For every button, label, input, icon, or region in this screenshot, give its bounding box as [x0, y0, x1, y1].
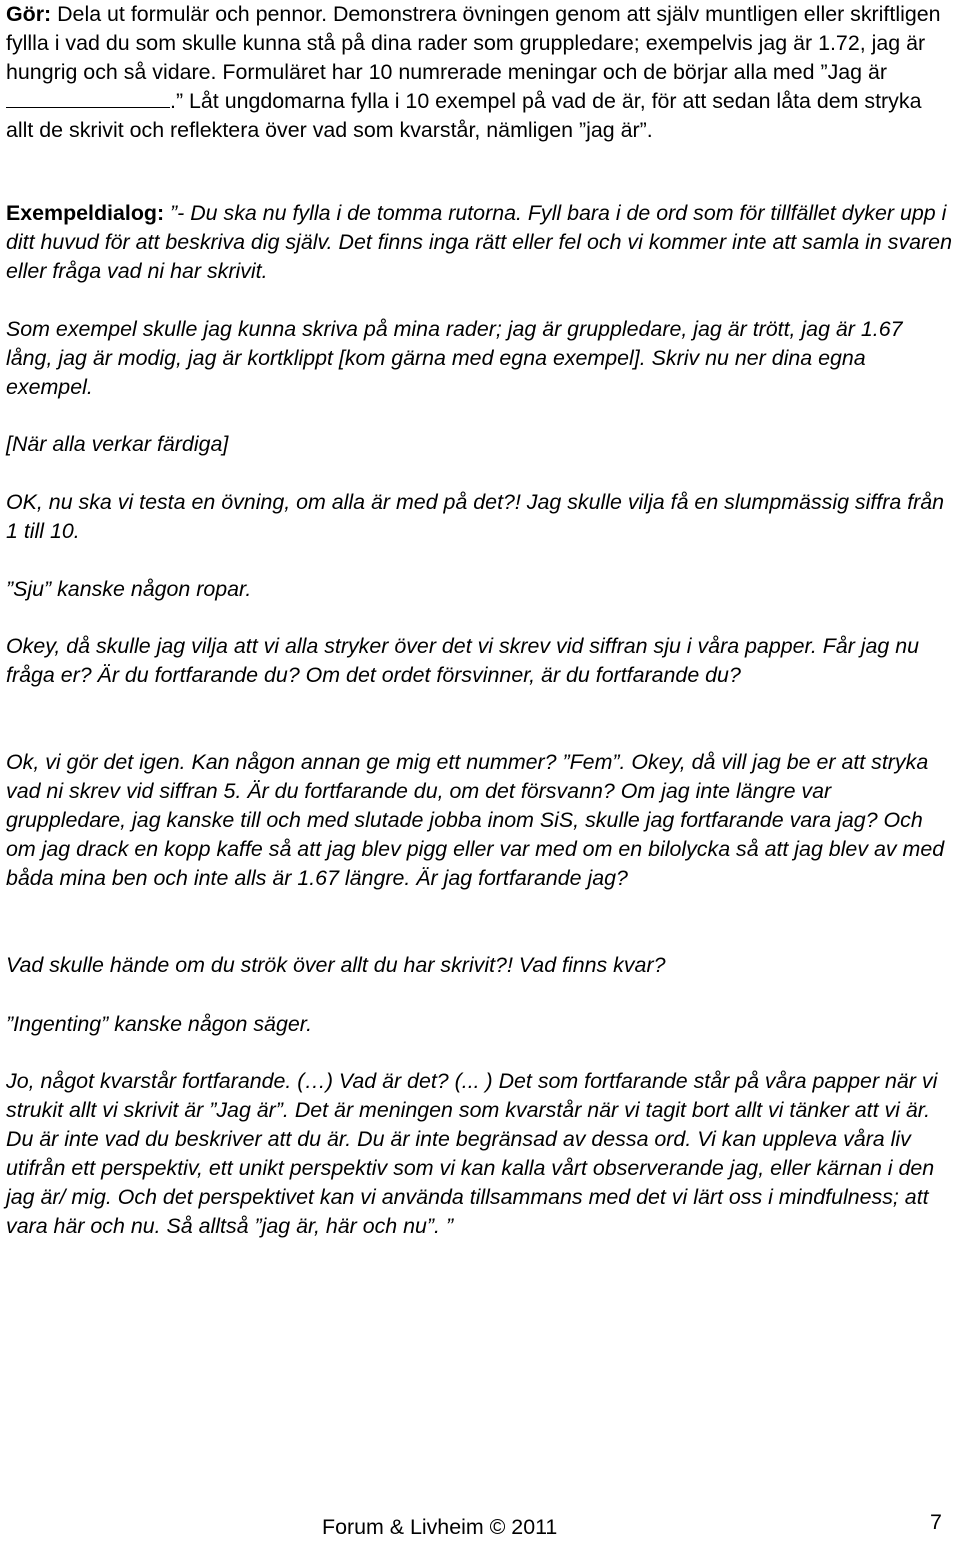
dialog-paragraph-5: OK, nu ska vi testa en övning, om alla är med på det?! Jag skulle vilja få en slumpmässig siffra från 1 till 10. — [6, 490, 945, 543]
example-dialog-label: Exempeldialog: — [6, 201, 165, 225]
dialog-paragraph-10: ”Ingenting” kanske någon säger. — [6, 1012, 313, 1036]
dialog-paragraph-9: Vad skulle hände om du strök över allt du har skrivit?! Vad finns kvar? — [6, 953, 666, 977]
dialog-paragraph-3: Som exempel skulle jag kunna skriva på mina rader; jag är gruppledare, jag är trött, jag är 1.67 lång, jag är modig, jag är kortklippt [kom gärna med egna exempel]. Skriv nu ner dina egna exempel. — [6, 317, 903, 399]
instruction-text-a: Dela ut formulär och pennor. Demonstrera övningen genom att själv muntligen eller skriftligen fyllla i vad du som skulle kunna stå på dina rader som gruppledare; exempelvis jag är 1.72, jag är hungrig och så vidare. Formuläret har 10 numrerade meningar och de börjar alla med ”Jag är — [6, 2, 941, 84]
dialog-paragraph-7: Okey, då skulle jag vilja att vi alla stryker över det vi skrev vid siffran sju i våra papper. Får jag nu fråga er? Är du fortfarande du? Om det ordet försvinner, är du fortfarande du? — [6, 634, 920, 687]
dialog-paragraph-4: [När alla verkar färdiga] — [6, 432, 229, 456]
example-dialog-text: ”- Du ska nu fylla i de tomma rutorna. Fyll bara i de ord som för tillfället dyker upp i ditt huvud för att beskriva dig själv. Det finns inga rätt eller fel och vi kommer inte att samla in svaren eller fråga vad ni har skrivit. — [6, 201, 952, 283]
dialog-paragraph-8: Ok, vi gör det igen. Kan någon annan ge mig ett nummer? ”Fem”. Okey, då vill jag be er att stryka vad ni skrev vid siffran 5. Är du fortfarande du, om det försvann? Om jag inte längre var gruppledare, jag kanske till och med slutade jobba inom SiS, skulle jag fortfarande vara jag? Och om jag drack en kopp kaffe så att jag blev pigg eller var med om en bilolycka så att jag blev av med båda mina ben och inte alls är 1.67 längre. Är jag fortfarande jag? — [6, 750, 945, 890]
dialog-paragraph-6: ”Sju” kanske någon ropar. — [6, 577, 252, 601]
blank-line — [6, 87, 170, 108]
instruction-paragraph — [6, 0, 954, 145]
instruction-label: Gör: — [6, 2, 52, 26]
example-dialog-paragraph — [6, 199, 954, 286]
instruction-text-b: .” Låt ungdomarna fylla i 10 exempel på vad de är, för att sedan låta dem stryka allt de skrivit och reflektera över vad som kvarstår, nämligen ”jag är”. — [6, 89, 922, 142]
dialog-paragraph-11: Jo, något kvarstår fortfarande. (…) Vad är det? (... ) Det som fortfarande står på våra papper när vi strukit allt vi skrivit är ”Jag är”. Det är meningen som kvarstår när vi tagit bort allt vi tänker att vi är. Du är inte vad du beskriver att du är. Du är inte begränsad av dessa ord. Vi kan uppleva våra liv utifrån ett perspektiv, ett unikt perspektiv som vi kan kalla vårt observerande jag, eller kärnan i den jag är/ mig. Och det perspektivet kan vi använda tillsammans med det vi lärt oss i mindfulness; att vara här och nu. Så alltså ”jag är, här och nu”. ” — [6, 1069, 938, 1238]
page-number: 7 — [930, 1510, 942, 1534]
footer-copyright: Forum & Livheim © 2011 — [322, 1515, 558, 1539]
